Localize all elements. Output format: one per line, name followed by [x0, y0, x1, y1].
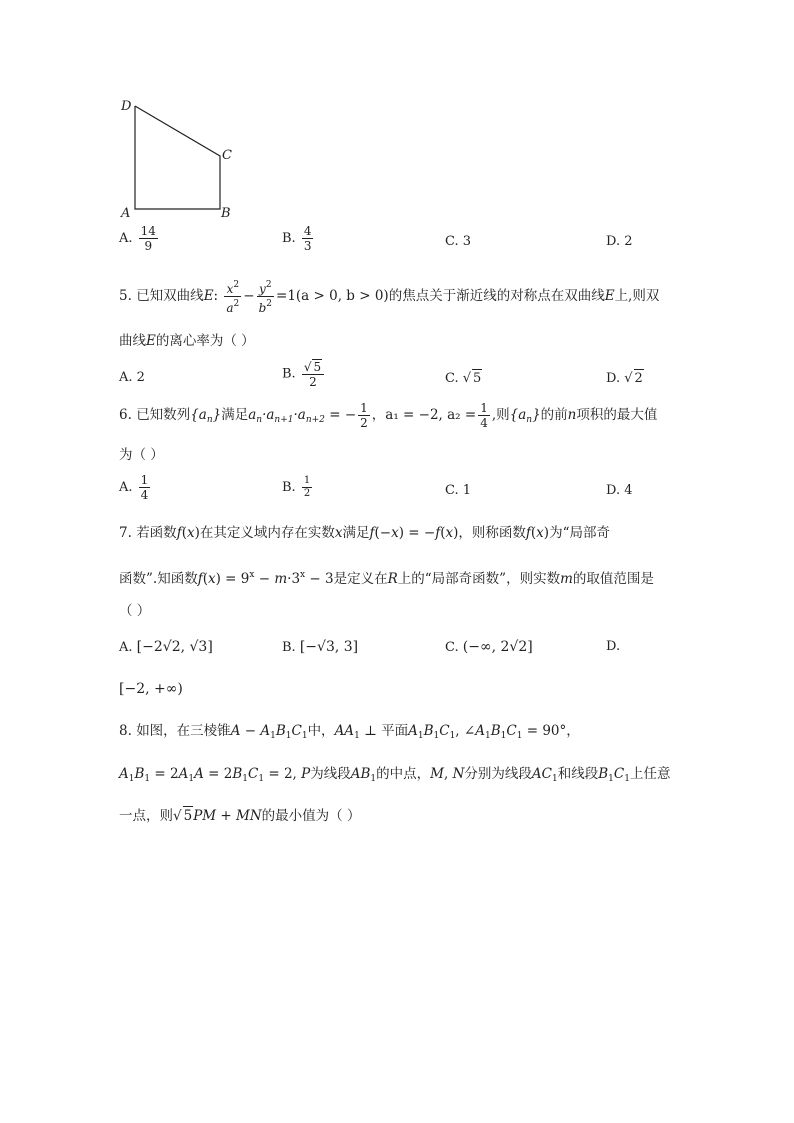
- q7-stem-line2: 函数”.知函数$f(x) = 9^x - m\cdot 3^x - 3$是定义在R上的“局部奇函数”，则实数m的取值范围是: [119, 570, 654, 587]
- q7-option-b: B. [−√3, 3]: [282, 639, 359, 655]
- q5-option-b: B. $\frac{√ 5}{2}$: [282, 359, 326, 389]
- q4-option-d: D. 2: [606, 234, 633, 249]
- q6-stem-line1: 6. 已知数列$\{a_n\}$满足$a_n\cdot a_{n+1}\cdot a_{n+2}$ = − $\frac{1}{2}$ ，a₁ = −2, a₂ = $\frac{1}{4}$ ,则$\{a_n\}$的前n项积的最大值: [119, 401, 658, 430]
- q4-option-b: B. $\frac{4}{3}$: [282, 224, 312, 253]
- q7-stem-line1: 7. 若函数f(x)在其定义域内存在实数x满足f(−x) = −f(x)，则称函数f(x)为“局部奇: [119, 525, 610, 541]
- q5-option-d: D. √ 2: [606, 371, 643, 386]
- label-A: A: [121, 206, 131, 221]
- q5-option-a: A. 2: [119, 370, 145, 385]
- q6-option-b: B. $\frac{1}{2}$: [282, 475, 311, 499]
- label-B: B: [221, 206, 231, 221]
- q6-option-a: A. $\frac{1}{4}$: [119, 473, 149, 502]
- q4-option-a: A. $\frac{14}{9}$: [119, 224, 156, 253]
- q5-option-c: C. √ 5: [445, 371, 482, 386]
- q7-option-d-label: D.: [606, 639, 621, 654]
- label-D: D: [121, 99, 132, 114]
- q4-option-c: C. 3: [445, 234, 472, 249]
- q8-stem-line3: 一点，则√ 5PM + MN的最小值为（ ）: [119, 808, 361, 824]
- q5-stem-line1: 5. 已知双曲线E: $\frac{x^2}{a^2}$ − $\frac{y^2}{b^2}$ =1(a > 0, b > 0)的焦点关于渐近线的对称点在双曲线E上,则双: [119, 280, 660, 315]
- q7-option-d-value: [−2, +∞): [119, 681, 183, 697]
- q6-option-c: C. 1: [445, 483, 472, 498]
- q6-option-d: D. 4: [606, 483, 633, 498]
- q5-stem-line2: 曲线E的离心率为（ ）: [119, 333, 255, 349]
- q6-stem-line2: 为（ ）: [119, 447, 164, 463]
- q7-option-a: A. [−2√2, √3]: [119, 639, 213, 655]
- q8-stem-line2: $A_1B_1 = 2A_1A = 2B_1C_1 = 2$, P为线段$AB_1$的中点，M, N分别为线段$AC_1$和线段$B_1C_1$上任意: [119, 766, 671, 784]
- q7-stem-line3: （ ）: [119, 603, 151, 619]
- q8-stem-line1: 8. 如图，在三棱锥$A - A_1B_1C_1$中，$AA_1$ ⊥ 平面$A_1B_1C_1$, $\angle A_1B_1C_1 = 90^\circ$，: [119, 723, 580, 741]
- figure-outline: [135, 106, 220, 209]
- label-C: C: [222, 148, 232, 163]
- q7-option-c: C. (−∞, 2√2]: [445, 639, 533, 655]
